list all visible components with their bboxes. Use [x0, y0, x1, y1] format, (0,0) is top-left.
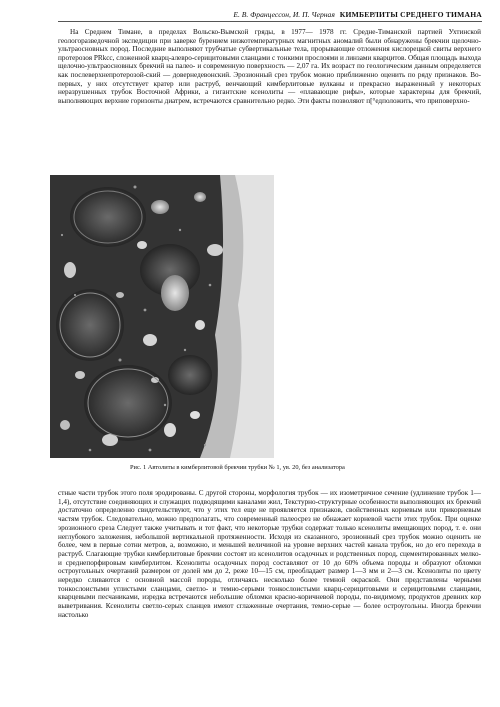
body-paragraph-top: На Среднем Тимане, в пределах Вольско-Вымской гряды, в 1977— 1978 гг. Средне-Тиманской партией Ухтинской геологоразведочной экспедиции при заверке бурением низкотемпературных магнитных аномалий были обнаружены брекчии щелочно-ультраосновных пород. Последние выполняют трубчатые субвертикальные тела, прорывающие отложения кислорецкой свиты верхнего протерозоя PRkcc, сложенной кварц-алевро-серицитовыми сланцами с тонкими прослоями и линзами кварцитов. Общая площадь выхода щелочно-ультраосновных брекчий на палео- и современную поверхность — 2,07 га. Их возраст по геологическим данным определяется как послеверхнепротерозой-ский — довернедевонский. Эрозионный срез трубок можно приближенно оценить по ряду признаков. Во-первых, у них отсутствует кратер или раструб, венчающий кимберлитовые вулканы и прекрасно выраженный у некоторых неразрушенных трубок Восточной Африки, а гигантские ксенолиты — «плавающие рифы», которые характерны для брекчий, выполняющих верхние горизонты диатрем, встречаются сравнительно редко. Эти факты позволяют п[°едположить, что приповерхно- — [58, 28, 481, 105]
header-authors: Е. В. Францессон, И. П. Черная — [233, 10, 335, 19]
body-paragraph-bottom: стные части трубок этого поля эродированы. С другой стороны, морфология трубок — их изометричное сечение (удлинение трубок 1—1,4), отсутствие соединяющих и служащих подводящими каналами жил, Текстурно-структурные особенности выполняющих их брекчий достаточно определенно свидетельствуют, что у этих тел еще не проявляется признаков, свойственных корневым или прикорневым частям трубок. Следовательно, можно предполагать, что современный палеосрез не обнажает корневой части этих трубок. При оценке эрозионного среза Следует также учитывать и тот факт, что некоторые трубки содержат только ксенолиты вмещающих пород, т. е. они неглубокого заложения, небольшой вертикальной протяженности. Исходя из сказанного, эрозионный срез трубок можно оценить не более, чем в первые сотни метров, а, возможно, и меньшей величиной на уровне верхних частей канала трубок, но до его перехода в раструб. Слагающие трубки кимберлитовые брекчии состоят из ксенолитов осадочных и родственных пород, сцементированных мелко- и среднепорфировым кимберлитом. Ксенолиты осадочных пород составляют от 10 до 60% объема породы и образуют обломки остроугольных очертаний размером от долей мм до 2, реже 10—15 см, преобладает размер 1—3 мм и 2—3 см. Ксенолиты по цвету нередко сливаются с основной массой породы, отличаясь несколько более темной окраской. Они представлены черными тонкослоистыми углистыми сланцами, светло- и темно-серыми тонкослоистыми кварц-серицитовыми и серицитовыми сланцами, кварцевыми песчаниками, изредка встречаются небольшие обломки красно-коричневой породы, по-видимому, продуктов древних кор выветривания. Ксенолиты светло-серых сланцев имеют сглаженные очертания, темно-серые — более остроугольны. Иногда брекчии настолько — [58, 489, 481, 619]
figure-micrograph — [50, 175, 274, 458]
page-header — [40, 10, 482, 19]
header-rule — [58, 21, 482, 22]
figure-caption: Рис. 1 Автолиты в кимберлитовой брекчии трубки № 1, ув. 20, без анализатора — [130, 464, 345, 471]
header-title: КИМБЕРЛИТЫ СРЕДНЕГО ТИМАНА — [339, 10, 482, 19]
micrograph-image — [50, 175, 274, 458]
